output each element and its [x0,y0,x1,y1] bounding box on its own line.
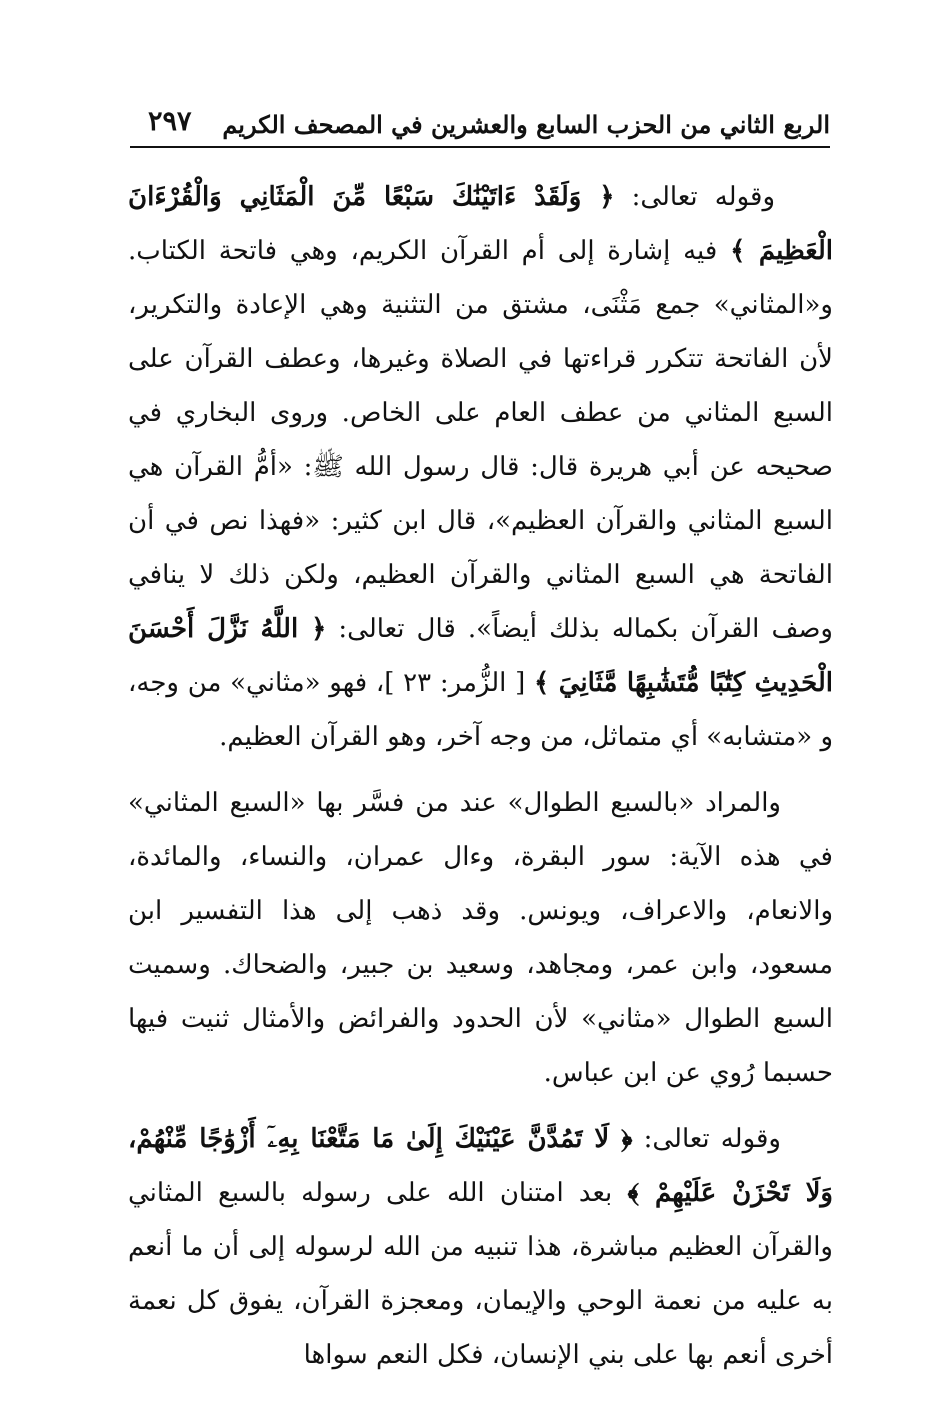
text-segment: بعد امتنان الله على رسوله بالسبع المثاني والقرآن العظيم مباشرة، هذا تنبيه من الله لرسوله إلى أن ما أنعم به عليه من نعمة الوحي والإيمان، ومعجزة القرآن، يفوق كل نعمة أخرى أنعم بها على بني الإنسان، فكل النعم سواها [128,1178,833,1370]
page-number: ٢٩٧ [148,106,192,137]
text-segment: وقوله تعالى: [614,182,775,212]
page-header [130,100,830,148]
text-segment: [ الزُّمر: ٢٣ ]، فهو «مثاني» من وجه، و «متشابه» أي متماثل، من وجه آخر، وهو القرآن العظيم. [128,668,833,752]
paragraph [128,1112,833,1382]
quran-bracket-open: ﴿ [298,614,327,644]
quran-bracket-close: ﴾ [627,1178,655,1208]
text-segment: وقوله تعالى: [632,1124,781,1154]
quran-bracket-open: ﴿ [581,182,615,212]
quran-bracket-close: ﴾ [534,668,559,698]
text-body [128,170,833,1394]
running-title: الربع الثاني من الحزب السابع والعشرين في المصحف الكريم [222,110,830,139]
quran-verse: اللَّهُ نَزَّلَ أَحْسَنَ الْحَدِيثِ كِتَٰبًا مُّتَشَٰبِهًا مَّثَانِيَ [128,614,833,698]
quran-bracket-open: ﴿ [609,1124,633,1154]
quran-verse: لَا تَمُدَّنَّ عَيْنَيْكَ إِلَىٰ مَا مَتَّعْنَا بِهِۦٓ أَزْوَٰجًا مِّنْهُمْ، وَلَا تَحْزَنْ عَلَيْهِمْ [128,1124,833,1208]
text-segment: فيه إشارة إلى أم القرآن الكريم، وهي فاتحة الكتاب. و«المثاني» جمع مَثْنَى، مشتق من التثنية وهي الإعادة والتكرير، لأن الفاتحة تتكرر قراءتها في الصلاة وغيرها، وعطف القرآن على السبع المثاني من عطف العام على الخاص. وروى البخاري في صحيحه عن أبي هريرة قال: قال رسول الله ﷺ: «أمُّ القرآن هي السبع المثاني والقرآن العظيم»، قال ابن كثير: «فهذا نص في أن الفاتحة هي السبع المثاني والقرآن العظيم، ولكن ذلك لا ينافي وصف القرآن بكماله بذلك أيضاً». قال تعالى: [128,236,833,644]
paragraph [128,170,833,764]
paragraph [128,776,833,1100]
text-segment: والمراد «بالسبع الطوال» عند من فسَّر بها «السبع المثاني» في هذه الآية: سور البقرة، وءال عمران، والنساء، والمائدة، والانعام، والاعراف، ويونس. وقد ذهب إلى هذا التفسير ابن مسعود، وابن عمر، ومجاهد، وسعيد بن جبير، والضحاك. وسميت السبع الطوال «مثاني» لأن الحدود والفرائض والأمثال ثنيت فيها حسبما رُوي عن ابن عباس. [128,788,833,1088]
quran-bracket-close: ﴾ [730,236,759,266]
quran-verse: وَلَقَدْ ءَاتَيْنَٰكَ سَبْعًا مِّنَ الْمَثَانِي وَالْقُرْءَانَ الْعَظِيمَ [128,182,833,266]
